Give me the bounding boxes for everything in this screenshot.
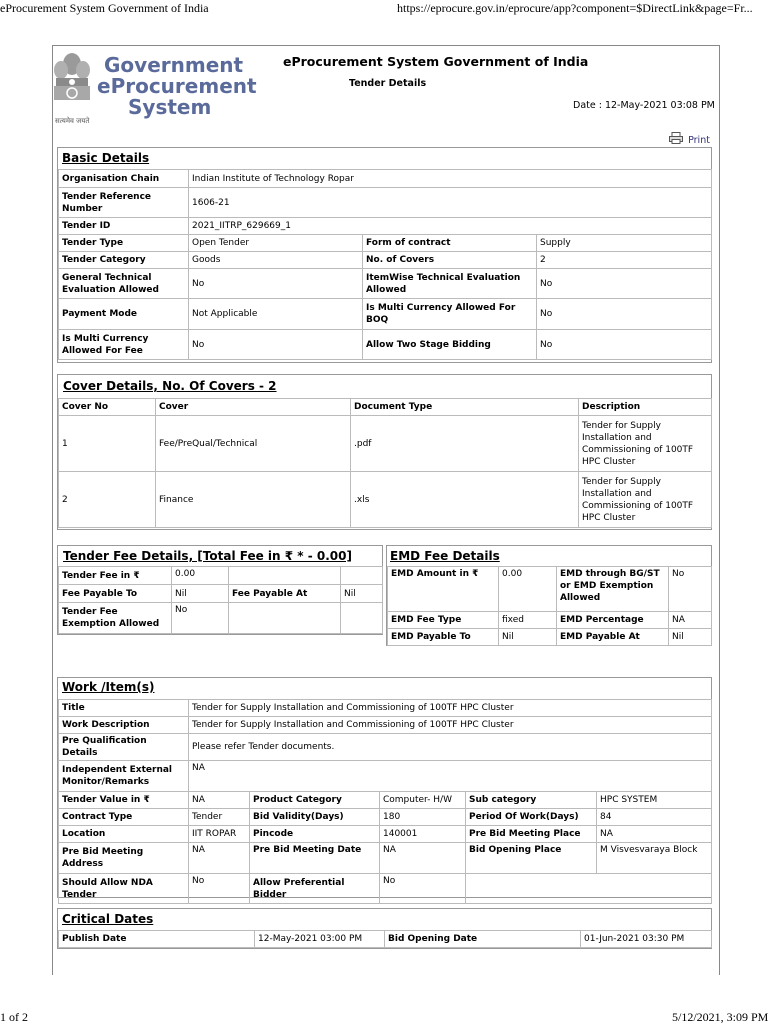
- tender-type-label: Tender Type: [59, 235, 189, 252]
- payment-mode-label: Payment Mode: [59, 299, 189, 330]
- fee-value: 0.00: [172, 567, 229, 585]
- emd-type-value: fixed: [499, 612, 557, 629]
- work-title-value: Tender for Supply Installation and Commissioning of 100TF HPC Cluster: [189, 700, 712, 717]
- national-emblem-icon: [48, 48, 96, 114]
- sub-category-label: Sub category: [466, 792, 597, 809]
- tender-fee-table: [58, 566, 383, 634]
- print-timestamp: 5/12/2021, 3:09 PM: [672, 1010, 769, 1024]
- preq-label: Pre Qualification Details: [59, 734, 189, 761]
- prebid-date-value: NA: [380, 843, 466, 874]
- logo-line-2: eProcurement: [97, 74, 257, 98]
- bid-opening-place-value: M Visvesvaraya Block: [597, 843, 712, 874]
- location-value: IIT ROPAR: [189, 826, 250, 843]
- emd-to-label: EMD Payable To: [388, 629, 499, 646]
- tender-id-label: Tender ID: [59, 218, 189, 235]
- logo-line-3: System: [128, 95, 212, 119]
- pref-bidder-label: Allow Preferential Bidder: [250, 874, 380, 904]
- form-contract-label: Form of contract: [363, 235, 537, 252]
- cover-header-no: Cover No: [59, 399, 156, 416]
- contract-type-label: Contract Type: [59, 809, 189, 826]
- cover-header-cover: Cover: [156, 399, 351, 416]
- emblem-caption: सत्यमेव जयते: [55, 117, 90, 125]
- tender-category-value: Goods: [189, 252, 363, 269]
- emd-amount-label: EMD Amount in ₹: [388, 567, 499, 612]
- payment-mode-value: Not Applicable: [189, 299, 363, 330]
- emd-amount-value: 0.00: [499, 567, 557, 612]
- basic-details-table: [58, 169, 712, 360]
- gte-label: General Technical Evaluation Allowed: [59, 269, 189, 299]
- ite-label: ItemWise Technical Evaluation Allowed: [363, 269, 537, 299]
- nda-label: Should Allow NDA Tender: [59, 874, 189, 904]
- pref-bidder-value: No: [380, 874, 466, 904]
- cover-description: Tender for Supply Installation and Commissioning of 100TF HPC Cluster: [579, 416, 712, 472]
- work-desc-label: Work Description: [59, 717, 189, 734]
- work-title-label: Title: [59, 700, 189, 717]
- pincode-label: Pincode: [250, 826, 380, 843]
- prebid-date-label: Pre Bid Meeting Date: [250, 843, 380, 874]
- bid-validity-value: 180: [380, 809, 466, 826]
- bid-opening-date-label: Bid Opening Date: [385, 931, 581, 948]
- sub-category-value: HPC SYSTEM: [597, 792, 712, 809]
- tender-type-value: Open Tender: [189, 235, 363, 252]
- mc-fee-value: No: [189, 330, 363, 360]
- tender-id-value: 2021_IITRP_629669_1: [189, 218, 712, 235]
- form-contract-value: Supply: [537, 235, 712, 252]
- tender-value-label: Tender Value in ₹: [59, 792, 189, 809]
- fee-payable-to-value: Nil: [172, 585, 229, 603]
- work-items-table: [58, 699, 712, 904]
- gte-value: No: [189, 269, 363, 299]
- cover-details-table: [58, 398, 712, 528]
- bid-opening-place-label: Bid Opening Place: [466, 843, 597, 874]
- pincode-value: 140001: [380, 826, 466, 843]
- report-date: Date : 12-May-2021 03:08 PM: [573, 100, 715, 111]
- publish-date-label: Publish Date: [59, 931, 255, 948]
- cover-header-description: Description: [579, 399, 712, 416]
- emd-bg-value: No: [669, 567, 712, 612]
- bid-opening-date-value: 01-Jun-2021 03:30 PM: [581, 931, 712, 948]
- fee-payable-at-value: Nil: [341, 585, 383, 603]
- print-page-title: eProcurement System Government of India: [0, 1, 209, 15]
- print-link[interactable]: [669, 128, 710, 148]
- fee-payable-to-label: Fee Payable To: [59, 585, 172, 603]
- emd-at-value: Nil: [669, 629, 712, 646]
- covers-value: 2: [537, 252, 712, 269]
- critical-dates-table: [58, 930, 712, 948]
- fee-label: Tender Fee in ₹: [59, 567, 172, 585]
- location-label: Location: [59, 826, 189, 843]
- mc-boq-label: Is Multi Currency Allowed For BOQ: [363, 299, 537, 330]
- cover-no: 2: [59, 472, 156, 528]
- period-work-label: Period Of Work(Days): [466, 809, 597, 826]
- work-items-title: Work /Item(s): [62, 680, 155, 694]
- emd-bg-label: EMD through BG/ST or EMD Exemption Allowed: [557, 567, 669, 612]
- work-desc-value: Tender for Supply Installation and Commissioning of 100TF HPC Cluster: [189, 717, 712, 734]
- cover-no: 1: [59, 416, 156, 472]
- emd-fee-table: [387, 566, 712, 646]
- cover-doctype: .xls: [351, 472, 579, 528]
- emd-to-value: Nil: [499, 629, 557, 646]
- cover-name: Fee/PreQual/Technical: [156, 416, 351, 472]
- nda-value: No: [189, 874, 250, 904]
- emd-type-label: EMD Fee Type: [388, 612, 499, 629]
- ref-value: 1606-21: [189, 188, 712, 218]
- two-stage-value: No: [537, 330, 712, 360]
- emd-pct-value: NA: [669, 612, 712, 629]
- cover-header-doctype: Document Type: [351, 399, 579, 416]
- org-label: Organisation Chain: [59, 170, 189, 188]
- period-work-value: 84: [597, 809, 712, 826]
- fee-exempt-label: Tender Fee Exemption Allowed: [59, 603, 172, 634]
- ite-value: No: [537, 269, 712, 299]
- covers-label: No. of Covers: [363, 252, 537, 269]
- mc-boq-value: No: [537, 299, 712, 330]
- mc-fee-label: Is Multi Currency Allowed For Fee: [59, 330, 189, 360]
- page-title: eProcurement System Government of India: [283, 54, 589, 69]
- table-row: [59, 416, 712, 472]
- contract-type-value: Tender: [189, 809, 250, 826]
- fee-exempt-value: No: [172, 603, 229, 634]
- prebid-place-value: NA: [597, 826, 712, 843]
- fee-payable-at-label: Fee Payable At: [229, 585, 341, 603]
- emd-at-label: EMD Payable At: [557, 629, 669, 646]
- prebid-address-label: Pre Bid Meeting Address: [59, 843, 189, 874]
- tender-fee-title: Tender Fee Details, [Total Fee in ₹ * - 0.00]: [63, 549, 352, 563]
- preq-value: Please refer Tender documents.: [189, 734, 712, 761]
- critical-dates-title: Critical Dates: [62, 912, 154, 926]
- basic-details-title: Basic Details: [62, 151, 150, 165]
- org-value: Indian Institute of Technology Ropar: [189, 170, 712, 188]
- print-page-count: 1 of 2: [0, 1010, 28, 1024]
- iem-value: NA: [189, 761, 712, 792]
- ref-label: Tender Reference Number: [59, 188, 189, 218]
- table-row: [59, 472, 712, 528]
- prebid-address-value: NA: [189, 843, 250, 874]
- emd-fee-title: EMD Fee Details: [390, 549, 500, 563]
- product-category-value: Computer- H/W: [380, 792, 466, 809]
- prebid-place-label: Pre Bid Meeting Place: [466, 826, 597, 843]
- iem-label: Independent External Monitor/Remarks: [59, 761, 189, 792]
- printer-icon: [669, 129, 683, 148]
- cover-details-title: Cover Details, No. Of Covers - 2: [63, 379, 277, 393]
- cover-name: Finance: [156, 472, 351, 528]
- cover-description: Tender for Supply Installation and Commissioning of 100TF HPC Cluster: [579, 472, 712, 528]
- tender-value-value: NA: [189, 792, 250, 809]
- tender-category-label: Tender Category: [59, 252, 189, 269]
- product-category-label: Product Category: [250, 792, 380, 809]
- print-page-url: https://eprocure.gov.in/eprocure/app?component=$DirectLink&page=Fr...: [397, 1, 753, 15]
- cover-doctype: .pdf: [351, 416, 579, 472]
- two-stage-label: Allow Two Stage Bidding: [363, 330, 537, 360]
- publish-date-value: 12-May-2021 03:00 PM: [255, 931, 385, 948]
- print-label: Print: [688, 135, 710, 146]
- logo-line-1: Government: [104, 53, 244, 77]
- emd-pct-label: EMD Percentage: [557, 612, 669, 629]
- page-subtitle: Tender Details: [349, 78, 427, 89]
- bid-validity-label: Bid Validity(Days): [250, 809, 380, 826]
